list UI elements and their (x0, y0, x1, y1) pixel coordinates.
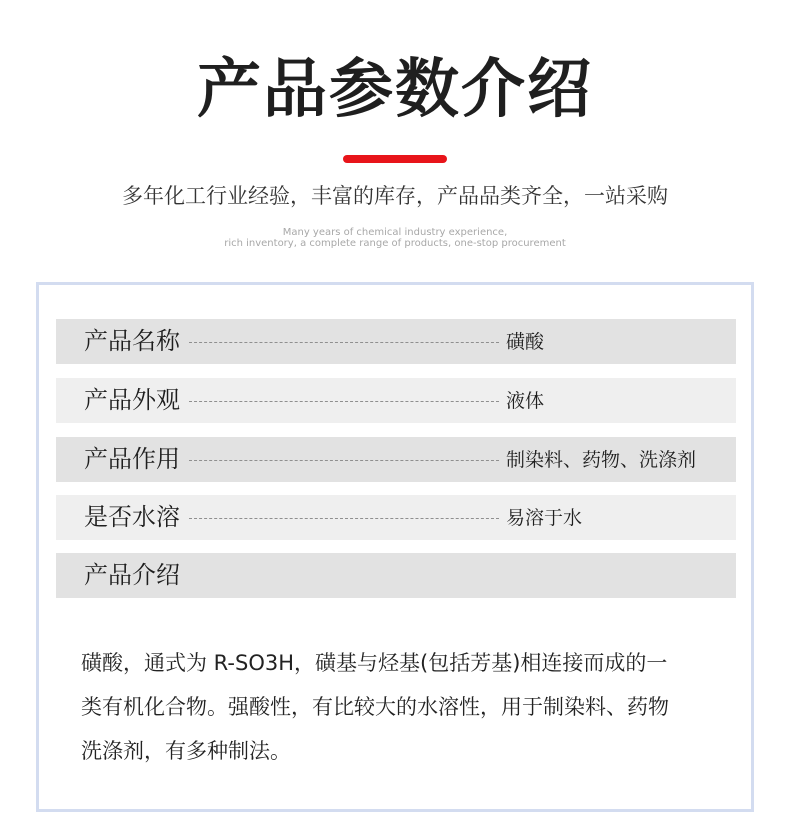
description-line: 类有机化合物。强酸性，有比较大的水溶性，用于制染料、药物 (81, 695, 669, 719)
param-label: 产品外观 (84, 386, 180, 414)
param-label: 是否水溶 (84, 503, 180, 531)
title-underline (343, 155, 447, 163)
intro-description (81, 641, 721, 773)
param-value: 液体 (506, 390, 545, 412)
param-value: 制染料、药物、洗涤剂 (506, 449, 697, 471)
dashed-leader (189, 401, 499, 402)
dashed-leader (189, 518, 499, 519)
dashed-leader (189, 342, 499, 343)
param-value: 磺酸 (506, 331, 545, 353)
param-label: 产品作用 (84, 445, 180, 473)
description-line: 磺酸，通式为 R-SO3H，磺基与烃基(包括芳基)相连接而成的一 (81, 651, 668, 675)
param-row-appearance (56, 378, 736, 423)
parameter-panel (36, 282, 754, 812)
param-row-solubility (56, 495, 736, 540)
dashed-leader (189, 460, 499, 461)
param-row-name (56, 319, 736, 364)
intro-label: 产品介绍 (84, 561, 180, 589)
subtitle: 多年化工行业经验，丰富的库存，产品品类齐全，一站采购 (122, 184, 668, 208)
intro-header-row (56, 553, 736, 598)
english-subtitle-line-1: Many years of chemical industry experience, (282, 227, 508, 238)
param-row-usage (56, 437, 736, 482)
page-title: 产品参数介绍 (197, 53, 593, 127)
description-line: 洗涤剂，有多种制法。 (81, 739, 291, 763)
english-subtitle-line-2: rich inventory, a complete range of products, one-stop procurement (224, 238, 566, 249)
param-value: 易溶于水 (506, 507, 583, 529)
param-label: 产品名称 (84, 327, 180, 355)
